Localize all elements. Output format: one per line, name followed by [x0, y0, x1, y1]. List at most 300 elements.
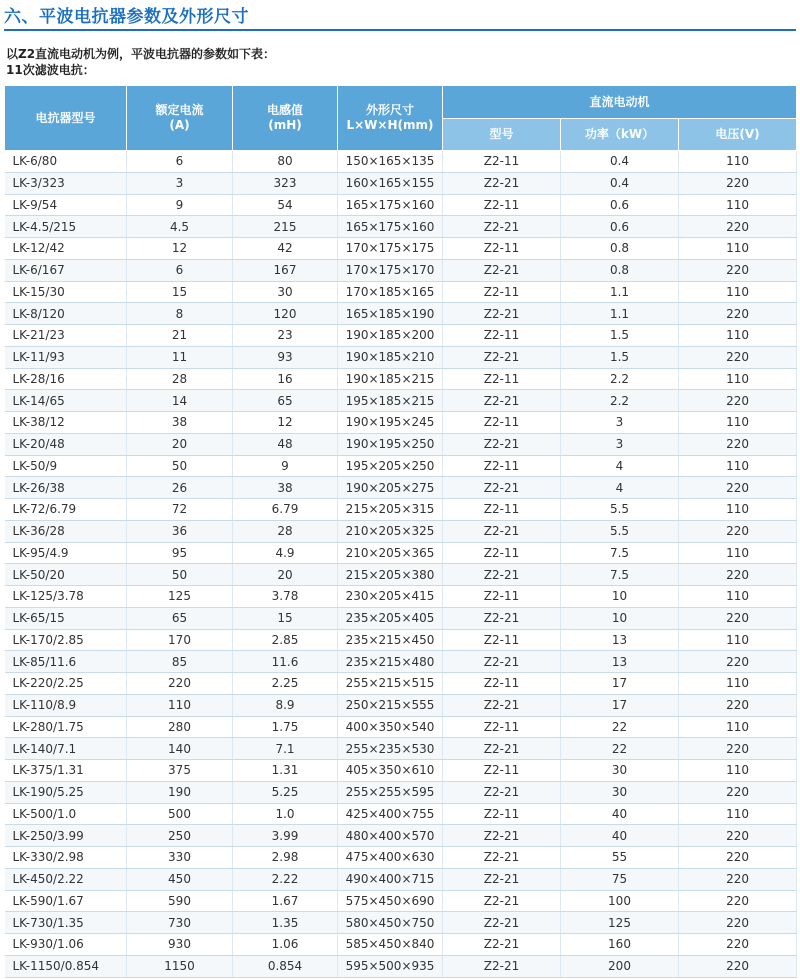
cell-power: 75 — [561, 868, 679, 890]
table-row — [5, 716, 797, 738]
cell-model: LK-8/120 — [5, 303, 127, 325]
cell-inductance: 5.25 — [233, 781, 338, 803]
cell-voltage: 110 — [679, 803, 797, 825]
section-heading — [4, 0, 796, 30]
cell-motor-model: Z2-11 — [443, 412, 561, 434]
cell-dimensions: 215×205×315 — [338, 499, 443, 521]
cell-power: 22 — [561, 716, 679, 738]
cell-inductance: 1.06 — [233, 934, 338, 956]
cell-inductance: 30 — [233, 281, 338, 303]
table-row — [5, 825, 797, 847]
cell-power: 40 — [561, 803, 679, 825]
cell-inductance: 9 — [233, 455, 338, 477]
cell-motor-model: Z2-21 — [443, 651, 561, 673]
table-row — [5, 781, 797, 803]
cell-voltage: 220 — [679, 390, 797, 412]
cell-dimensions: 190×195×250 — [338, 433, 443, 455]
cell-inductance: 15 — [233, 607, 338, 629]
header-dimensions: 外形尺寸 L×W×H(mm) — [338, 86, 443, 151]
cell-rated-current: 6 — [127, 259, 233, 281]
cell-model: LK-38/12 — [5, 412, 127, 434]
table-row — [5, 303, 797, 325]
table-row — [5, 194, 797, 216]
cell-inductance: 2.25 — [233, 673, 338, 695]
cell-model: LK-375/1.31 — [5, 760, 127, 782]
cell-model: LK-125/3.78 — [5, 586, 127, 608]
cell-inductance: 1.35 — [233, 912, 338, 934]
cell-voltage: 220 — [679, 738, 797, 760]
cell-motor-model: Z2-21 — [443, 868, 561, 890]
cell-inductance: 11.6 — [233, 651, 338, 673]
cell-voltage: 110 — [679, 629, 797, 651]
table-row — [5, 390, 797, 412]
cell-motor-model: Z2-11 — [443, 586, 561, 608]
table-row — [5, 259, 797, 281]
cell-inductance: 1.0 — [233, 803, 338, 825]
cell-motor-model: Z2-21 — [443, 390, 561, 412]
cell-inductance: 28 — [233, 520, 338, 542]
cell-dimensions: 235×205×405 — [338, 607, 443, 629]
cell-model: LK-50/9 — [5, 455, 127, 477]
cell-model: LK-450/2.22 — [5, 868, 127, 890]
cell-model: LK-110/8.9 — [5, 694, 127, 716]
cell-rated-current: 36 — [127, 520, 233, 542]
table-row — [5, 847, 797, 869]
cell-voltage: 220 — [679, 868, 797, 890]
cell-model: LK-6/80 — [5, 151, 127, 173]
cell-inductance: 23 — [233, 325, 338, 347]
cell-motor-model: Z2-21 — [443, 781, 561, 803]
cell-power: 3 — [561, 412, 679, 434]
cell-voltage: 220 — [679, 651, 797, 673]
cell-model: LK-72/6.79 — [5, 499, 127, 521]
cell-dimensions: 235×215×450 — [338, 629, 443, 651]
table-row — [5, 433, 797, 455]
cell-power: 200 — [561, 955, 679, 977]
cell-motor-model: Z2-11 — [443, 542, 561, 564]
cell-voltage: 220 — [679, 781, 797, 803]
cell-model: LK-250/3.99 — [5, 825, 127, 847]
cell-rated-current: 6 — [127, 151, 233, 173]
cell-rated-current: 21 — [127, 325, 233, 347]
cell-power: 40 — [561, 825, 679, 847]
cell-inductance: 215 — [233, 216, 338, 238]
cell-model: LK-3/323 — [5, 172, 127, 194]
cell-power: 22 — [561, 738, 679, 760]
cell-model: LK-11/93 — [5, 346, 127, 368]
header-motor-model: 型号 — [443, 119, 561, 151]
cell-dimensions: 595×500×935 — [338, 955, 443, 977]
cell-voltage: 220 — [679, 259, 797, 281]
cell-dimensions: 215×205×380 — [338, 564, 443, 586]
cell-voltage: 110 — [679, 412, 797, 434]
cell-motor-model: Z2-11 — [443, 760, 561, 782]
cell-power: 1.5 — [561, 346, 679, 368]
table-row — [5, 499, 797, 521]
table-row — [5, 629, 797, 651]
cell-rated-current: 125 — [127, 586, 233, 608]
cell-model: LK-50/20 — [5, 564, 127, 586]
cell-motor-model: Z2-21 — [443, 694, 561, 716]
cell-dimensions: 575×450×690 — [338, 890, 443, 912]
table-row — [5, 542, 797, 564]
cell-motor-model: Z2-11 — [443, 151, 561, 173]
cell-model: LK-26/38 — [5, 477, 127, 499]
cell-voltage: 220 — [679, 477, 797, 499]
cell-model: LK-9/54 — [5, 194, 127, 216]
cell-motor-model: Z2-21 — [443, 433, 561, 455]
cell-voltage: 220 — [679, 890, 797, 912]
cell-model: LK-95/4.9 — [5, 542, 127, 564]
cell-dimensions: 585×450×840 — [338, 934, 443, 956]
cell-voltage: 220 — [679, 303, 797, 325]
cell-dimensions: 475×400×630 — [338, 847, 443, 869]
table-row — [5, 955, 797, 977]
cell-power: 5.5 — [561, 499, 679, 521]
header-voltage: 电压(V) — [679, 119, 797, 151]
cell-rated-current: 26 — [127, 477, 233, 499]
cell-motor-model: Z2-11 — [443, 194, 561, 216]
table-row — [5, 368, 797, 390]
table-row — [5, 586, 797, 608]
cell-motor-model: Z2-11 — [443, 281, 561, 303]
cell-rated-current: 8 — [127, 303, 233, 325]
cell-model: LK-28/16 — [5, 368, 127, 390]
table-row — [5, 412, 797, 434]
table-row — [5, 477, 797, 499]
header-inductance: 电感值 (mH) — [233, 86, 338, 151]
cell-motor-model: Z2-11 — [443, 716, 561, 738]
cell-motor-model: Z2-21 — [443, 934, 561, 956]
cell-rated-current: 28 — [127, 368, 233, 390]
cell-motor-model: Z2-21 — [443, 564, 561, 586]
cell-voltage: 220 — [679, 912, 797, 934]
table-row — [5, 151, 797, 173]
cell-inductance: 65 — [233, 390, 338, 412]
cell-rated-current: 500 — [127, 803, 233, 825]
cell-power: 13 — [561, 629, 679, 651]
cell-voltage: 110 — [679, 325, 797, 347]
cell-rated-current: 14 — [127, 390, 233, 412]
cell-dimensions: 250×215×555 — [338, 694, 443, 716]
cell-rated-current: 38 — [127, 412, 233, 434]
cell-motor-model: Z2-21 — [443, 216, 561, 238]
cell-power: 0.6 — [561, 216, 679, 238]
cell-motor-model: Z2-21 — [443, 955, 561, 977]
cell-inductance: 3.78 — [233, 586, 338, 608]
cell-rated-current: 12 — [127, 238, 233, 260]
cell-model: LK-590/1.67 — [5, 890, 127, 912]
cell-inductance: 2.85 — [233, 629, 338, 651]
cell-model: LK-220/2.25 — [5, 673, 127, 695]
cell-power: 4 — [561, 477, 679, 499]
header-dc-motor: 直流电动机 — [443, 86, 797, 119]
cell-motor-model: Z2-11 — [443, 325, 561, 347]
cell-voltage: 220 — [679, 694, 797, 716]
cell-power: 125 — [561, 912, 679, 934]
cell-motor-model: Z2-21 — [443, 890, 561, 912]
cell-power: 4 — [561, 455, 679, 477]
cell-motor-model: Z2-21 — [443, 520, 561, 542]
cell-dimensions: 195×205×250 — [338, 455, 443, 477]
cell-dimensions: 195×185×215 — [338, 390, 443, 412]
cell-power: 10 — [561, 607, 679, 629]
table-row — [5, 346, 797, 368]
cell-inductance: 6.79 — [233, 499, 338, 521]
table-row — [5, 651, 797, 673]
cell-inductance: 3.99 — [233, 825, 338, 847]
cell-power: 3 — [561, 433, 679, 455]
cell-rated-current: 95 — [127, 542, 233, 564]
cell-rated-current: 11 — [127, 346, 233, 368]
cell-rated-current: 280 — [127, 716, 233, 738]
cell-power: 55 — [561, 847, 679, 869]
cell-rated-current: 110 — [127, 694, 233, 716]
cell-dimensions: 400×350×540 — [338, 716, 443, 738]
table-row — [5, 760, 797, 782]
cell-motor-model: Z2-21 — [443, 172, 561, 194]
cell-dimensions: 165×175×160 — [338, 194, 443, 216]
cell-model: LK-140/7.1 — [5, 738, 127, 760]
cell-power: 1.5 — [561, 325, 679, 347]
cell-model: LK-730/1.35 — [5, 912, 127, 934]
cell-dimensions: 170×175×170 — [338, 259, 443, 281]
cell-inductance: 167 — [233, 259, 338, 281]
cell-model: LK-21/23 — [5, 325, 127, 347]
cell-voltage: 220 — [679, 934, 797, 956]
cell-inductance: 8.9 — [233, 694, 338, 716]
cell-motor-model: Z2-21 — [443, 847, 561, 869]
table-row — [5, 455, 797, 477]
cell-motor-model: Z2-11 — [443, 368, 561, 390]
cell-inductance: 80 — [233, 151, 338, 173]
cell-rated-current: 72 — [127, 499, 233, 521]
cell-voltage: 110 — [679, 455, 797, 477]
cell-dimensions: 150×165×135 — [338, 151, 443, 173]
cell-dimensions: 235×215×480 — [338, 651, 443, 673]
cell-power: 0.4 — [561, 151, 679, 173]
table-row — [5, 912, 797, 934]
cell-voltage: 220 — [679, 955, 797, 977]
table-row — [5, 868, 797, 890]
cell-power: 17 — [561, 673, 679, 695]
cell-motor-model: Z2-21 — [443, 346, 561, 368]
cell-voltage: 110 — [679, 760, 797, 782]
cell-inductance: 54 — [233, 194, 338, 216]
cell-rated-current: 590 — [127, 890, 233, 912]
table-row — [5, 172, 797, 194]
cell-inductance: 7.1 — [233, 738, 338, 760]
reactor-spec-table — [4, 85, 797, 978]
cell-rated-current: 250 — [127, 825, 233, 847]
cell-motor-model: Z2-21 — [443, 303, 561, 325]
cell-motor-model: Z2-21 — [443, 477, 561, 499]
table-header — [5, 86, 797, 151]
cell-rated-current: 3 — [127, 172, 233, 194]
cell-rated-current: 85 — [127, 651, 233, 673]
cell-inductance: 120 — [233, 303, 338, 325]
cell-power: 0.8 — [561, 259, 679, 281]
table-row — [5, 803, 797, 825]
cell-motor-model: Z2-11 — [443, 499, 561, 521]
cell-rated-current: 20 — [127, 433, 233, 455]
cell-power: 0.6 — [561, 194, 679, 216]
cell-voltage: 110 — [679, 542, 797, 564]
cell-dimensions: 480×400×570 — [338, 825, 443, 847]
cell-power: 30 — [561, 760, 679, 782]
cell-dimensions: 210×205×365 — [338, 542, 443, 564]
cell-dimensions: 230×205×415 — [338, 586, 443, 608]
cell-rated-current: 330 — [127, 847, 233, 869]
cell-inductance: 0.854 — [233, 955, 338, 977]
cell-power: 7.5 — [561, 542, 679, 564]
cell-rated-current: 1150 — [127, 955, 233, 977]
cell-inductance: 12 — [233, 412, 338, 434]
cell-motor-model: Z2-21 — [443, 738, 561, 760]
cell-inductance: 4.9 — [233, 542, 338, 564]
cell-inductance: 1.75 — [233, 716, 338, 738]
cell-voltage: 110 — [679, 238, 797, 260]
cell-model: LK-65/15 — [5, 607, 127, 629]
cell-voltage: 220 — [679, 433, 797, 455]
cell-motor-model: Z2-11 — [443, 238, 561, 260]
cell-rated-current: 730 — [127, 912, 233, 934]
cell-dimensions: 190×185×210 — [338, 346, 443, 368]
cell-motor-model: Z2-21 — [443, 825, 561, 847]
cell-model: LK-14/65 — [5, 390, 127, 412]
cell-power: 10 — [561, 586, 679, 608]
table-body — [5, 151, 797, 978]
cell-power: 160 — [561, 934, 679, 956]
page-title: 六、平波电抗器参数及外形尺寸 — [4, 7, 249, 27]
cell-inductance: 1.31 — [233, 760, 338, 782]
table-row — [5, 934, 797, 956]
cell-rated-current: 930 — [127, 934, 233, 956]
cell-dimensions: 160×165×155 — [338, 172, 443, 194]
cell-dimensions: 190×185×200 — [338, 325, 443, 347]
cell-rated-current: 220 — [127, 673, 233, 695]
cell-dimensions: 170×175×175 — [338, 238, 443, 260]
cell-dimensions: 170×185×165 — [338, 281, 443, 303]
cell-dimensions: 255×255×595 — [338, 781, 443, 803]
cell-power: 5.5 — [561, 520, 679, 542]
cell-dimensions: 490×400×715 — [338, 868, 443, 890]
table-row — [5, 694, 797, 716]
cell-inductance: 20 — [233, 564, 338, 586]
cell-model: LK-190/5.25 — [5, 781, 127, 803]
cell-rated-current: 9 — [127, 194, 233, 216]
cell-inductance: 16 — [233, 368, 338, 390]
cell-rated-current: 65 — [127, 607, 233, 629]
cell-dimensions: 210×205×325 — [338, 520, 443, 542]
cell-voltage: 220 — [679, 346, 797, 368]
table-row — [5, 238, 797, 260]
cell-inductance: 2.98 — [233, 847, 338, 869]
cell-voltage: 220 — [679, 216, 797, 238]
cell-dimensions: 580×450×750 — [338, 912, 443, 934]
cell-voltage: 220 — [679, 172, 797, 194]
cell-model: LK-12/42 — [5, 238, 127, 260]
cell-motor-model: Z2-21 — [443, 912, 561, 934]
cell-model: LK-15/30 — [5, 281, 127, 303]
cell-rated-current: 15 — [127, 281, 233, 303]
cell-voltage: 220 — [679, 825, 797, 847]
cell-dimensions: 165×185×190 — [338, 303, 443, 325]
cell-rated-current: 50 — [127, 455, 233, 477]
cell-model: LK-930/1.06 — [5, 934, 127, 956]
cell-motor-model: Z2-11 — [443, 803, 561, 825]
cell-power: 7.5 — [561, 564, 679, 586]
heading-underline — [4, 29, 796, 31]
cell-voltage: 110 — [679, 194, 797, 216]
cell-motor-model: Z2-11 — [443, 629, 561, 651]
cell-model: LK-4.5/215 — [5, 216, 127, 238]
cell-power: 0.4 — [561, 172, 679, 194]
cell-voltage: 110 — [679, 151, 797, 173]
cell-voltage: 220 — [679, 564, 797, 586]
cell-model: LK-85/11.6 — [5, 651, 127, 673]
table-row — [5, 216, 797, 238]
table-row — [5, 738, 797, 760]
cell-power: 1.1 — [561, 281, 679, 303]
cell-inductance: 1.67 — [233, 890, 338, 912]
cell-rated-current: 190 — [127, 781, 233, 803]
cell-dimensions: 255×235×530 — [338, 738, 443, 760]
cell-model: LK-330/2.98 — [5, 847, 127, 869]
intro-line-2: 11次滤波电抗： — [6, 63, 95, 77]
table-row — [5, 607, 797, 629]
cell-motor-model: Z2-21 — [443, 607, 561, 629]
intro-line-1: 以Z2直流电动机为例，平波电抗器的参数如下表： — [6, 47, 276, 61]
cell-power: 0.8 — [561, 238, 679, 260]
cell-power: 2.2 — [561, 368, 679, 390]
cell-dimensions: 405×350×610 — [338, 760, 443, 782]
cell-inductance: 48 — [233, 433, 338, 455]
cell-model: LK-6/167 — [5, 259, 127, 281]
cell-inductance: 323 — [233, 172, 338, 194]
cell-model: LK-500/1.0 — [5, 803, 127, 825]
cell-inductance: 2.22 — [233, 868, 338, 890]
cell-voltage: 220 — [679, 607, 797, 629]
cell-power: 30 — [561, 781, 679, 803]
header-model: 电抗器型号 — [5, 86, 127, 151]
cell-rated-current: 170 — [127, 629, 233, 651]
cell-motor-model: Z2-11 — [443, 673, 561, 695]
table-row — [5, 564, 797, 586]
table-row — [5, 281, 797, 303]
cell-dimensions: 190×205×275 — [338, 477, 443, 499]
cell-dimensions: 165×175×160 — [338, 216, 443, 238]
table-row — [5, 520, 797, 542]
cell-rated-current: 50 — [127, 564, 233, 586]
cell-model: LK-1150/0.854 — [5, 955, 127, 977]
cell-dimensions: 255×215×515 — [338, 673, 443, 695]
cell-voltage: 110 — [679, 716, 797, 738]
intro-text — [6, 46, 275, 78]
cell-inductance: 38 — [233, 477, 338, 499]
cell-dimensions: 190×185×215 — [338, 368, 443, 390]
cell-rated-current: 4.5 — [127, 216, 233, 238]
cell-motor-model: Z2-21 — [443, 259, 561, 281]
cell-voltage: 220 — [679, 847, 797, 869]
header-power: 功率（kW） — [561, 119, 679, 151]
cell-power: 2.2 — [561, 390, 679, 412]
cell-model: LK-20/48 — [5, 433, 127, 455]
cell-rated-current: 450 — [127, 868, 233, 890]
cell-voltage: 110 — [679, 368, 797, 390]
cell-motor-model: Z2-11 — [443, 455, 561, 477]
cell-voltage: 110 — [679, 281, 797, 303]
